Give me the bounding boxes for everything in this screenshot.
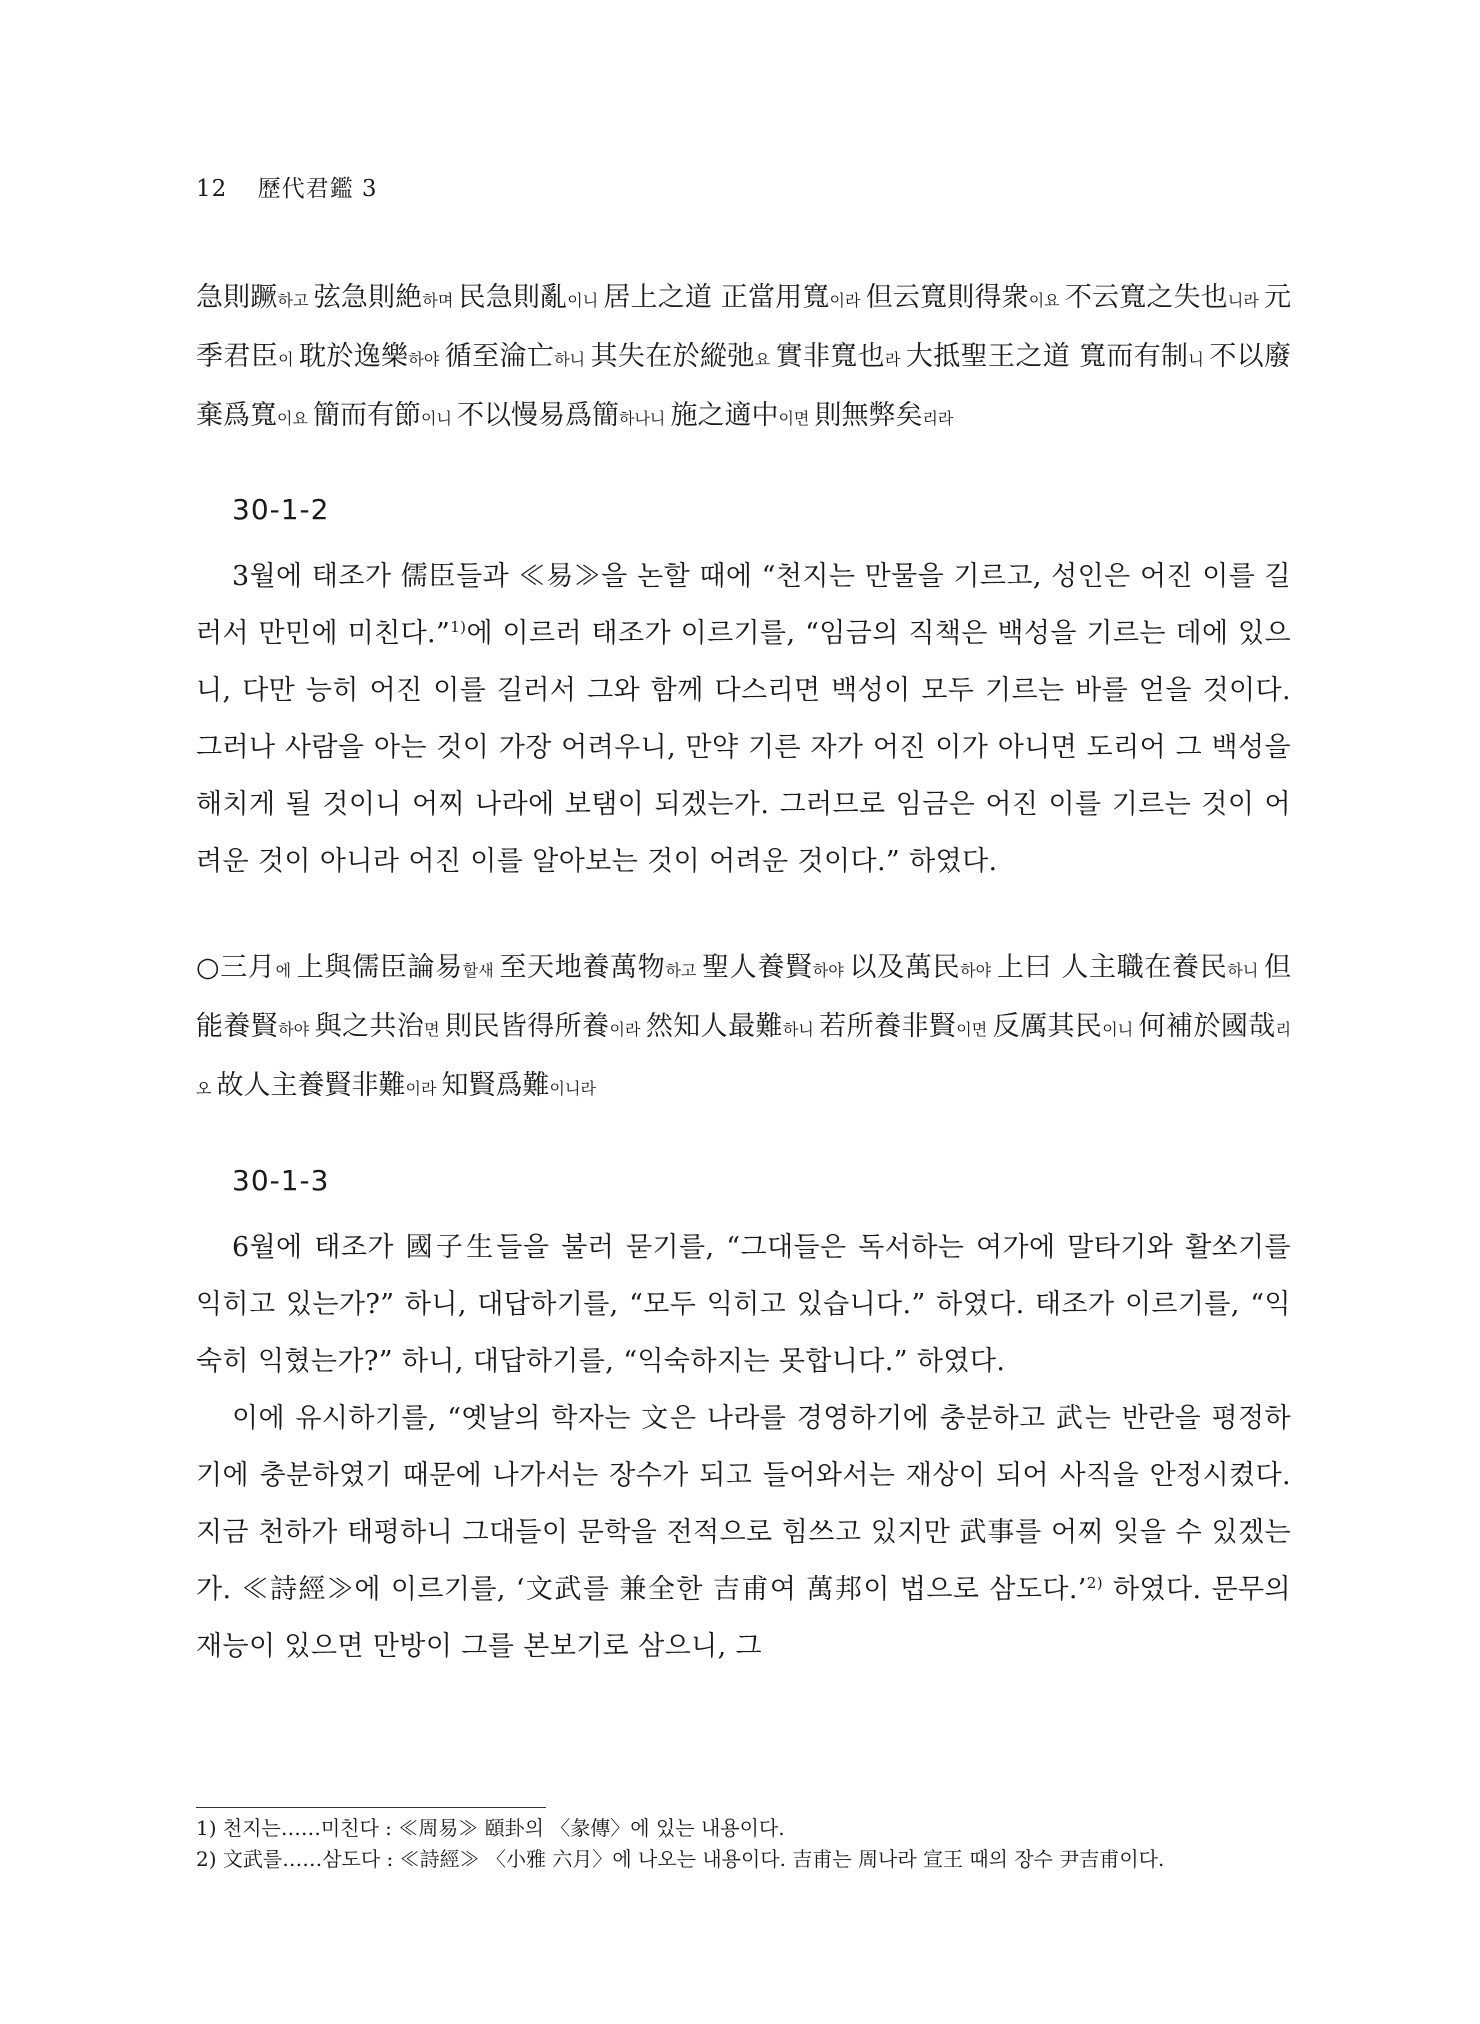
hanmun-particle: 니라 (1227, 291, 1265, 310)
hanmun-particle: 하니 (554, 350, 591, 369)
hanmun-particle: 이요 (277, 409, 313, 428)
hanmun-particle: 이니라 (549, 1079, 596, 1098)
hanmun-phrase: 何補於國哉 (1138, 1011, 1276, 1042)
hanmun-particle: 하며 (422, 291, 459, 310)
footnote-marker: 1) (450, 618, 467, 636)
hanmun-phrase: 居上之道 正當用寬 (603, 282, 830, 313)
footnote-marker: 2) (1086, 1574, 1103, 1592)
footnotes-list (196, 1813, 1291, 1875)
footnote-divider (196, 1807, 546, 1808)
running-header (196, 170, 378, 203)
hanmun-particle: 이라 (609, 1020, 646, 1039)
section-number: 30-1-3 (232, 1164, 330, 1197)
translation-text: 3월에 태조가 儒臣들과 ≪易≫을 논할 때에 “천지는 만물을 기르고, 성인은 어진 이를 길러서 만민에 미친다.” (196, 561, 1291, 649)
hanmun-particle: 요 (754, 350, 776, 369)
page-number: 12 (196, 176, 228, 202)
translation-text: 6월에 태조가 國子生들을 불러 묻기를, “그대들은 독서하는 여가에 말타기와 활쏘기를 익히고 있는가?” 하니, 대답하기를, “모두 익히고 있습니다.” 하였다. 태조가 이르기를, “익숙히 익혔는가?” 하니, 대답하기를, “익숙하지는 못합니다.” 하였다. (196, 1232, 1291, 1377)
hanmun-phrase: 元季君臣 (196, 282, 1292, 372)
hanmun-phrase: ○三月 (196, 952, 276, 983)
hanmun-particle: 하고 (277, 291, 314, 310)
translation-text: 하였다. 문무의 재능이 있으면 만방이 그를 본보기로 삼으니, 그 (196, 1574, 1291, 1662)
intro-classical-chinese-text (196, 270, 1291, 447)
hanmun-phrase: 知賢爲難 (441, 1070, 550, 1101)
hanmun-particle: 이면 (778, 409, 815, 428)
hanmun-phrase: 簡而有節 (313, 400, 421, 431)
hanmun-phrase: 與之共治 (314, 1011, 425, 1042)
hanmun-phrase: 循至淪亡 (444, 341, 555, 372)
hanmun-phrase: 反厲其民 (992, 1011, 1103, 1042)
translation-text: 에 이르러 태조가 이르기를, “임금의 직책은 백성을 기르는 데에 있으니, 다만 능히 어진 이를 길러서 그와 함께 다스리면 백성이 모두 기르는 바를 얻을 것이다. 그러나 사람을 아는 것이 가장 어려우니, 만약 기른 자가 어진 이가 아니면 도리어 그 백성을 해치게 될 것이니 어찌 나라에 보탬이 되겠는가. 그러므로 임금은 어진 이를 기르는 것이 어려운 것이 아니라 어진 이를 알아보는 것이 어려운 것이다.” 하였다. (196, 618, 1291, 877)
hanmun-particle: 에 (275, 961, 297, 980)
hanmun-phrase: 若所養非賢 (819, 1011, 957, 1042)
hanmun-particle: 하야 (408, 350, 445, 369)
hanmun-particle: 하야 (812, 961, 850, 980)
hanmun-particle: 리오 (196, 1020, 1292, 1098)
hanmun-phrase: 但能養賢 (196, 952, 1292, 1042)
hanmun-particle: 이니 (567, 291, 604, 310)
hanmun-particle: 리라 (922, 409, 954, 428)
hanmun-particle: 이면 (956, 1020, 993, 1039)
hanmun-particle: 이라 (405, 1079, 442, 1098)
hanmun-phrase: 上與儒臣論易 (296, 952, 463, 983)
hanmun-particle: 하니 (1227, 961, 1265, 980)
document-page (196, 0, 1291, 2024)
hanmun-phrase: 故人主養賢非難 (216, 1070, 406, 1101)
hanmun-particle: 라 (885, 350, 906, 369)
hanmun-particle: 하니 (782, 1020, 820, 1039)
hanmun-particle: 이라 (829, 291, 866, 310)
hanmun-phrase: 不云寬之失也 (1064, 282, 1228, 313)
footnote-item: 2) 文武를……삼도다 : ≪詩經≫ 〈小雅 六月〉에 나오는 내용이다. 吉甫는 周나라 宣王 때의 장수 尹吉甫이다. (196, 1847, 1165, 1871)
hanmun-particle: 니 (1188, 350, 1210, 369)
translation-text: 이에 유시하기를, “옛날의 학자는 文은 나라를 경영하기에 충분하고 武는 반란을 평정하기에 충분하였기 때문에 나가서는 장수가 되고 들어와서는 재상이 되어 사직을 안정시켰다. 지금 천하가 태평하니 그대들이 문학을 전적으로 힘쓰고 있지만 武事를 어찌 잊을 수 있겠는가. ≪詩經≫에 이르기를, ‘文武를 兼全한 吉甫여 萬邦이 법으로 삼도다.’ (196, 1403, 1291, 1605)
section-korean-translation (196, 1219, 1291, 1675)
footnote-item: 1) 천지는……미친다 : ≪周易≫ 頤卦의 〈彖傳〉에 있는 내용이다. (196, 1816, 785, 1840)
section-classical-chinese-text (196, 940, 1291, 1117)
hanmun-phrase: 施之適中 (670, 400, 779, 431)
hanmun-particle: 이 (278, 350, 299, 369)
hanmun-phrase: 則無弊矣 (814, 400, 923, 431)
hanmun-particle: 하고 (665, 961, 703, 980)
translation-paragraph (196, 1390, 1291, 1675)
hanmun-particle: 면 (424, 1020, 446, 1039)
hanmun-particle: 하야 (278, 1020, 315, 1039)
hanmun-phrase: 聖人養賢 (702, 952, 813, 983)
hanmun-phrase: 不以慢易爲簡 (457, 400, 619, 431)
hanmun-phrase: 但云寬則得衆 (865, 282, 1029, 313)
hanmun-phrase: 至天地養萬物 (499, 952, 666, 983)
hanmun-phrase: 實非寬也 (775, 341, 886, 372)
hanmun-particle: 하야 (960, 961, 997, 980)
hanmun-phrase: 不以廢棄爲寬 (196, 341, 1292, 431)
hanmun-particle: 할새 (462, 961, 500, 980)
translation-paragraph (196, 548, 1291, 890)
hanmun-phrase: 以及萬民 (849, 952, 961, 983)
hanmun-particle: 이요 (1028, 291, 1065, 310)
section-korean-translation (196, 548, 1291, 890)
book-title: 歷代君鑑 3 (257, 176, 378, 202)
hanmun-particle: 이니 (1102, 1020, 1139, 1039)
hanmun-phrase: 其失在於縱弛 (590, 341, 755, 372)
hanmun-phrase: 急則蹶 (196, 282, 278, 313)
hanmun-phrase: 弦急則絶 (313, 282, 423, 313)
section-number: 30-1-2 (232, 493, 330, 526)
hanmun-phrase: 則民皆得所養 (445, 1011, 610, 1042)
hanmun-phrase: 然知人最難 (645, 1011, 783, 1042)
hanmun-phrase: 上曰 人主職在養民 (996, 952, 1228, 983)
hanmun-phrase: 耽於逸樂 (298, 341, 409, 372)
translation-paragraph (196, 1219, 1291, 1390)
hanmun-phrase: 大抵聖王之道 寬而有制 (905, 341, 1189, 372)
hanmun-particle: 하나니 (619, 409, 671, 428)
hanmun-phrase: 民急則亂 (458, 282, 568, 313)
hanmun-particle: 이니 (421, 409, 457, 428)
